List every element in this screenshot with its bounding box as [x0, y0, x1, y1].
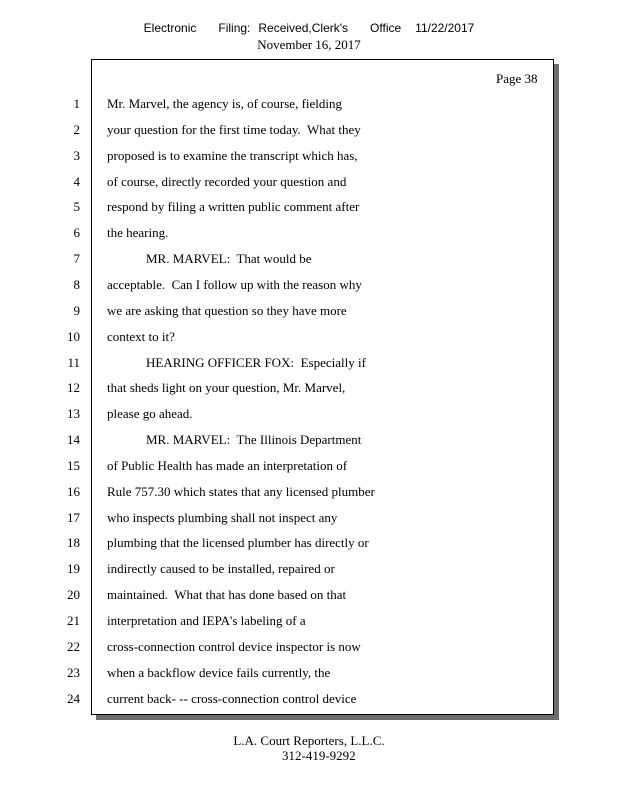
transcript-line — [0, 174, 618, 192]
electronic-filing-stamp — [0, 21, 618, 35]
line-number: 17 — [67, 509, 80, 525]
transcript-line — [0, 355, 618, 373]
line-text: of course, directly recorded your question and — [107, 173, 347, 189]
line-text: we are asking that question so they have more — [107, 302, 347, 318]
footer-phone: 312-419-9292 — [282, 748, 356, 763]
transcript-line — [0, 535, 618, 553]
line-text: maintained. What that has done based on that — [107, 587, 347, 603]
line-number: 24 — [67, 690, 80, 706]
line-number: 14 — [67, 432, 80, 448]
line-text: Rule 757.30 which states that any licensed plumber — [107, 483, 375, 499]
line-text: that sheds light on your question, Mr. Marvel, — [107, 380, 346, 396]
line-number: 23 — [67, 664, 80, 680]
line-text: MR. MARVEL: The Illinois Department — [107, 432, 362, 448]
line-text: of Public Health has made an interpretation of — [107, 457, 348, 473]
line-number: 1 — [73, 96, 80, 111]
line-text: HEARING OFFICER FOX: Especially if — [107, 354, 366, 370]
transcript-line — [0, 561, 618, 579]
transcript-line — [0, 639, 618, 657]
line-number: 16 — [67, 483, 80, 499]
line-number: 2 — [73, 121, 80, 137]
line-text: indirectly caused to be installed, repaired or — [107, 561, 335, 577]
line-number: 4 — [73, 173, 80, 189]
line-number: 10 — [67, 328, 80, 344]
line-text: cross-connection control device inspector is now — [107, 638, 361, 654]
line-number: 20 — [67, 587, 80, 603]
line-text: proposed is to examine the transcript which has, — [107, 147, 358, 163]
transcript-line — [0, 329, 618, 347]
transcript-line — [0, 225, 618, 243]
line-number: 8 — [73, 276, 80, 292]
line-text: interpretation and IEPA's labeling of a — [107, 613, 306, 628]
transcript-line — [0, 277, 618, 295]
line-text: current back- -- cross-connection control device — [107, 690, 357, 706]
transcript-line — [0, 587, 618, 605]
line-number: 9 — [73, 302, 80, 318]
transcript-line — [0, 251, 618, 269]
transcript-line — [0, 96, 618, 114]
transcript-line — [0, 303, 618, 321]
transcript-line — [0, 122, 618, 140]
line-number: 6 — [73, 225, 80, 241]
line-text: who inspects plumbing shall not inspect any — [107, 509, 338, 525]
line-text: when a backflow device fails currently, the — [107, 664, 331, 680]
page-number: Page 38 — [496, 71, 538, 86]
line-number: 19 — [67, 561, 80, 577]
line-number: 21 — [67, 613, 80, 628]
transcript-line — [0, 665, 618, 683]
transcript-line — [0, 406, 618, 424]
line-text: acceptable. Can I follow up with the reason why — [107, 276, 362, 292]
filing-date: 11/22/2017 — [415, 21, 475, 35]
filing-received: Received,Clerk's — [258, 21, 349, 35]
transcript-line — [0, 380, 618, 398]
line-text: context to it? — [107, 328, 175, 344]
line-number: 5 — [73, 199, 80, 215]
transcript-line — [0, 510, 618, 528]
line-number: 11 — [67, 354, 80, 370]
transcript-date: November 16, 2017 — [257, 37, 361, 52]
transcript-line — [0, 432, 618, 450]
footer-company: L.A. Court Reporters, L.L.C. — [233, 733, 385, 748]
line-text: please go ahead. — [107, 406, 193, 422]
transcript-line — [0, 199, 618, 217]
line-number: 18 — [67, 535, 80, 551]
line-number: 15 — [67, 457, 80, 473]
line-text: respond by filing a written public comment after — [107, 199, 360, 215]
line-number: 3 — [73, 147, 80, 163]
filing-electronic: Electronic — [143, 21, 197, 35]
line-text: the hearing. — [107, 225, 169, 241]
line-number: 13 — [67, 406, 80, 422]
filing-office: Office — [370, 21, 402, 35]
line-number: 22 — [67, 638, 80, 654]
transcript-line — [0, 148, 618, 166]
transcript-line — [0, 458, 618, 476]
line-text: plumbing that the licensed plumber has directly or — [107, 535, 369, 551]
filing-label: Filing: — [218, 21, 251, 35]
transcript-line — [0, 484, 618, 502]
line-number: 12 — [67, 380, 80, 396]
line-text: MR. MARVEL: That would be — [107, 251, 312, 267]
line-text: Mr. Marvel, the agency is, of course, fielding — [107, 96, 343, 111]
transcript-line — [0, 613, 618, 631]
transcript-line — [0, 691, 618, 709]
line-number: 7 — [73, 251, 80, 267]
line-text: your question for the first time today. What they — [107, 121, 361, 137]
